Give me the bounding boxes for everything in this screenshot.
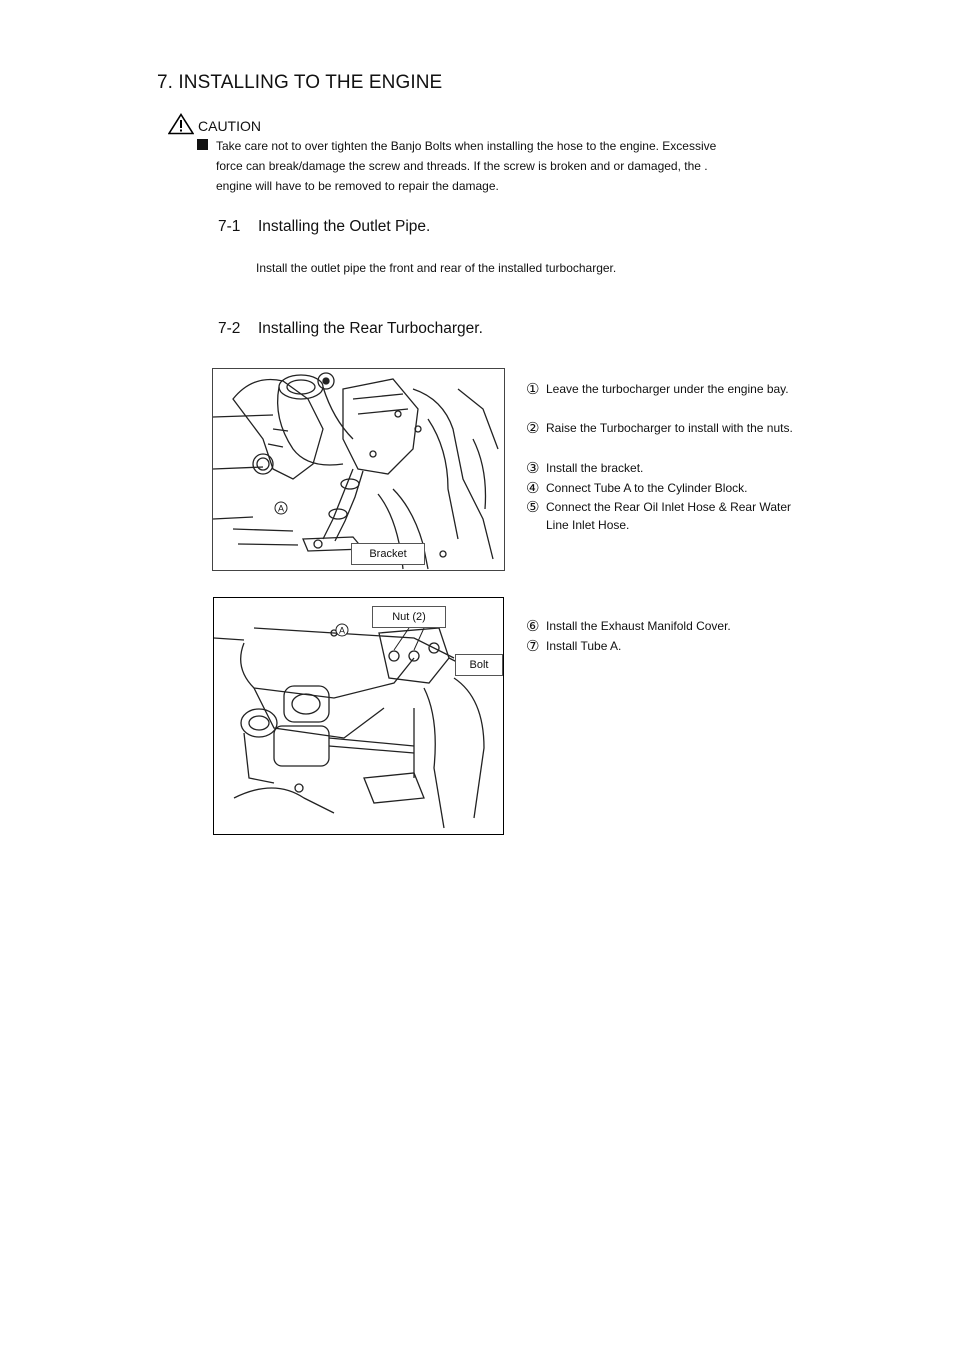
section-title: 7. INSTALLING TO THE ENGINE: [157, 72, 443, 93]
bolt-callout: Bolt: [455, 654, 503, 676]
caution-label: CAUTION: [198, 118, 261, 134]
step-list: [526, 380, 936, 660]
subsection-body: Install the outlet pipe the front and rear of the installed turbocharger.: [256, 261, 617, 275]
step-item: ④ Connect Tube A to the Cylinder Block.: [526, 480, 748, 497]
subsection-heading-7-1: [218, 218, 430, 236]
engine-drawing-2: [214, 598, 503, 834]
bracket-callout: Bracket: [351, 543, 425, 565]
caution-line: engine will have to be removed to repair the damage.: [216, 179, 499, 193]
step-item-continuation: Line Inlet Hose.: [546, 518, 630, 532]
caution-header: [168, 114, 261, 138]
subsection-title: Installing the Rear Turbocharger.: [258, 320, 483, 337]
warning-triangle-icon: [168, 113, 194, 140]
caution-line: Take care not to over tighten the Banjo Bolts when installing the hose to the engine. Excessive: [216, 139, 717, 153]
subsection-number: 7-1: [218, 218, 241, 235]
step-item: ⑥ Install the Exhaust Manifold Cover.: [526, 618, 731, 635]
step-item: ① Leave the turbocharger under the engine bay.: [526, 381, 789, 398]
step-item: ③ Install the bracket.: [526, 460, 644, 477]
marker-a-label: A: [277, 503, 285, 514]
caution-text: [216, 136, 776, 196]
turbocharger-figure-1: [212, 368, 505, 571]
step-item: ② Raise the Turbocharger to install with the nuts.: [526, 420, 793, 437]
subsection-title: Installing the Outlet Pipe.: [258, 218, 431, 235]
nut-callout: Nut (2): [372, 606, 446, 628]
caution-line: force can break/damage the screw and threads. If the screw is broken and or damaged, the .: [216, 159, 708, 173]
subsection-number: 7-2: [218, 320, 241, 337]
engine-drawing-1: [213, 369, 504, 570]
marker-a-label: A: [338, 625, 346, 636]
subsection-heading-7-2: [218, 320, 483, 338]
turbocharger-figure-2: [213, 597, 504, 835]
bullet-square-icon: [197, 139, 208, 150]
step-item: ⑤ Connect the Rear Oil Inlet Hose & Rear Water: [526, 499, 791, 516]
step-item: ⑦ Install Tube A.: [526, 638, 622, 655]
